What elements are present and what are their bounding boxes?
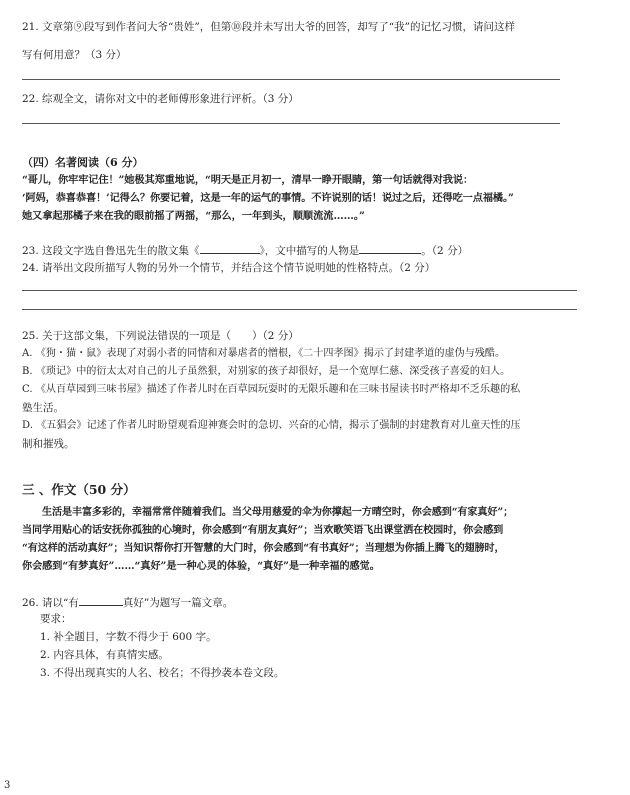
q21-line-2: 写有何用意？（3 分）	[22, 49, 127, 61]
q26-requirement-1: 1. 补全题目，字数不得少于 600 字。	[40, 631, 217, 643]
q23-after: 。（2 分）	[421, 245, 469, 257]
q24-text: 24. 请举出文段所描写人物的另外一个情节，并结合这个情节说明她的性格特点。（2 分）	[22, 262, 436, 274]
intro-line-1: 生活是丰富多彩的，幸福常常伴随着我们。当父母用慈爱的伞为你撑起一方晴空时，你会感到“有家真好”；	[22, 507, 514, 518]
q26-requirement-2: 2. 内容具体，有真情实感。	[40, 649, 169, 661]
q25-option-a: A. 《狗・猫・鼠》表现了对弱小者的同情和对暴虐者的憎根，《二十四孝图》揭示了封建孝道的虚伪与残酷。	[22, 348, 506, 359]
q23-blank-2[interactable]	[359, 242, 421, 254]
q26-requirements-label: 要求：	[40, 613, 72, 625]
q23-text	[22, 242, 468, 258]
q23-middle: 》，文中描写的人物是	[259, 245, 360, 257]
q26-prompt	[22, 594, 233, 610]
section-4-heading: （四）名著阅读（6 分）	[22, 156, 144, 169]
q23-blank-1[interactable]	[200, 242, 260, 254]
q25-option-b: B. 《琐记》中的衍太太对自己的儿子虽然狠，对别家的孩子却很好，是一个宽厚仁慈、深受孩子喜爱的妇人。	[22, 366, 511, 377]
passage-line-1: “哥儿，你牢牢记住！”她极其郑重地说，“明天是正月初一，清早一睁开眼睛，第一句话就得对我说：	[22, 174, 474, 186]
q24-answer-line-1[interactable]	[22, 290, 577, 291]
q22-answer-line[interactable]	[22, 123, 560, 124]
q26-requirement-3: 3. 不得出现真实的人名、校名；不得抄袭本卷文段。	[40, 667, 285, 679]
q25-option-d-line-1: D. 《五猖会》记述了作者儿时盼望观看迎神赛会时的急切、兴奋的心情，揭示了强制的封建教育对儿童天性的压	[22, 420, 521, 431]
page-number: 3	[4, 780, 11, 791]
intro-line-3: “有这样的活动真好”；当知识帮你打开智慧的大门时，你会感到“有书真好”；当理想为你插上腾飞的翅膀时，	[22, 543, 505, 554]
q25-option-c-line-2: 塾生活。	[22, 402, 64, 414]
q22-text: 22. 综观全文，请你对文中的老师傅形象进行评析。（3 分）	[22, 93, 299, 105]
section-3-heading: 三 、作文（50 分）	[22, 482, 136, 497]
q25-option-c-line-1: C. 《从百草园到三味书屋》描述了作者儿时在百草园玩耍时的无限乐趣和在三味书屋读书时严格却不乏乐趣的私	[22, 384, 521, 395]
q24-answer-line-2[interactable]	[22, 309, 577, 310]
q25-option-d-line-2: 制和摧残。	[22, 438, 75, 450]
q26-before: 26. 请以“有	[22, 597, 79, 609]
q25-stem: 25. 关于这部文集，下列说法错误的一项是（ ）（2 分）	[22, 330, 299, 342]
passage-line-2: ‘阿妈，恭喜恭喜！’记得么？你要记着，这是一年的运气的事情。不许说别的话！说过之后，还得吃一点福橘。”	[22, 192, 514, 204]
q26-title-blank[interactable]	[79, 594, 123, 606]
q21-answer-line[interactable]	[22, 79, 560, 80]
q21-line-1: 21. 文章第⑨段写到作者问大爷“贵姓”，但第⑩段并未写出大爷的回答，却写了“我”的记忆习惯，请问这样	[22, 21, 516, 33]
q23-before: 23. 这段文字选自鲁迅先生的散文集《	[22, 245, 200, 257]
intro-line-4: 你会感到“有梦真好”……“真好”是一种心灵的体验，“真好”是一种幸福的感觉。	[22, 561, 380, 572]
q26-after: 真好”为题写一篇文章。	[122, 597, 234, 609]
passage-line-3: 她又拿起那橘子来在我的眼前摇了两摇，“那么，一年到头，顺顺流流……。”	[22, 210, 365, 222]
intro-line-2: 当同学用贴心的话安抚你孤独的心境时，你会感到“有朋友真好”；当欢歌笑语飞出课堂洒在校园时，你会感到	[22, 525, 504, 536]
